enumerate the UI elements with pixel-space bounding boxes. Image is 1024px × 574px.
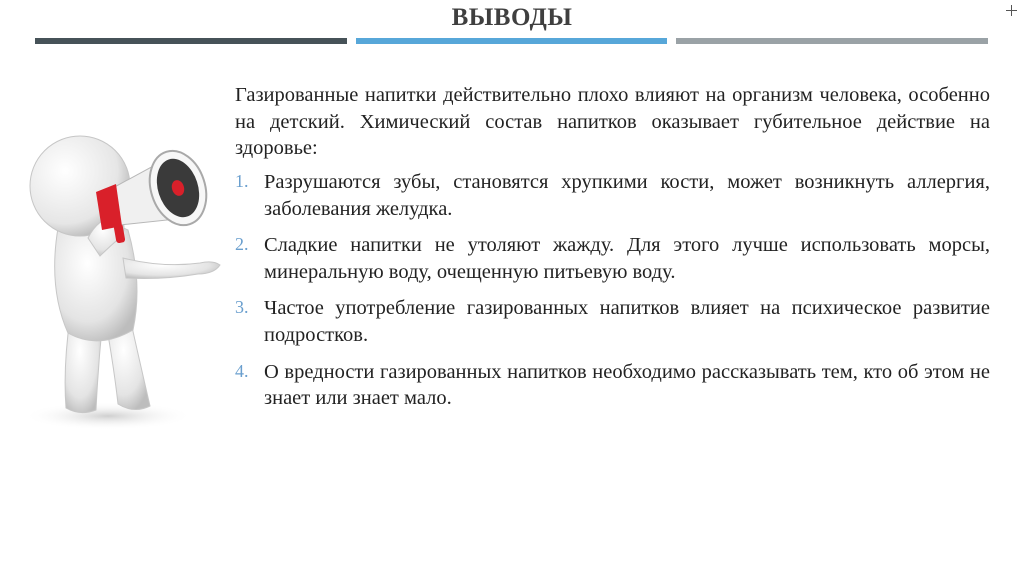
list-item-text: Сладкие напитки не утоляют жажду. Для этого лучше использовать морсы, минеральную воду, очещенную питьевую воду. bbox=[264, 234, 990, 283]
plus-icon bbox=[1006, 5, 1017, 16]
list-item-number: 2. bbox=[235, 234, 249, 255]
conclusions-list bbox=[235, 169, 990, 412]
person-with-megaphone-icon bbox=[18, 118, 223, 433]
intro-paragraph: Газированные напитки действительно плохо влияют на организм человека, особенно на детский. Химический состав напитков оказывает губительное действие на здоровье: bbox=[235, 84, 990, 160]
list-item-number: 1. bbox=[235, 170, 249, 191]
conclusions-content bbox=[235, 82, 990, 422]
list-item bbox=[235, 295, 990, 348]
list-item-number: 3. bbox=[235, 297, 249, 318]
list-item-text: О вредности газированных напитков необходимо рассказывать тем, кто об этом не знает или знает мало. bbox=[264, 360, 990, 410]
title-bar-right bbox=[676, 38, 988, 44]
slide-title: ВЫВОДЫ bbox=[451, 4, 573, 31]
list-item bbox=[235, 359, 990, 412]
title-bar-middle bbox=[356, 38, 667, 44]
list-item bbox=[235, 169, 990, 222]
list-item-number: 4. bbox=[235, 360, 249, 381]
list-item-text: Частое употребление газированных напитков влияет на психическое развитие подростков. bbox=[264, 297, 990, 347]
list-item bbox=[235, 232, 990, 285]
title-bar-left bbox=[35, 38, 347, 44]
list-item-text: Разрушаются зубы, становятся хрупкими кости, может возникнуть аллергия, заболевания желудка. bbox=[264, 170, 990, 220]
